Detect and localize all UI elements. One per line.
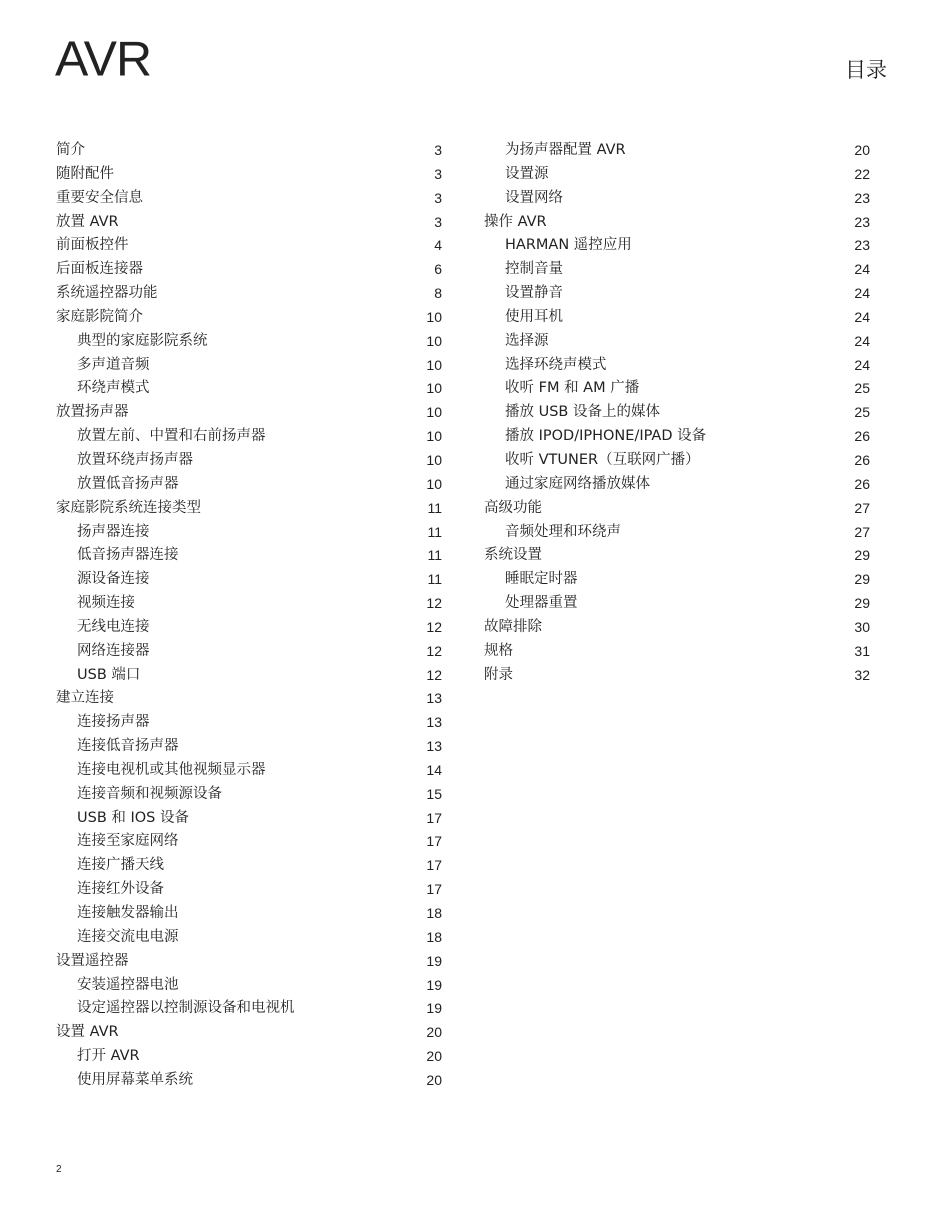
toc-entry-page: 3 (434, 213, 442, 230)
toc-subentry[interactable] (56, 640, 442, 664)
toc-entry-title: 处理器重置 (505, 595, 578, 612)
toc-subentry[interactable] (56, 783, 442, 807)
toc-entry-title: 附录 (484, 666, 513, 683)
toc-entry-page: 32 (854, 666, 870, 683)
toc-entry-title: 打开 AVR (77, 1048, 140, 1065)
toc-subentry[interactable] (56, 664, 442, 688)
toc-entry-page: 24 (854, 261, 870, 278)
toc-entry-page: 27 (854, 499, 870, 516)
toc-subentry[interactable] (484, 258, 870, 282)
toc-entry-title: 连接低音扬声器 (77, 738, 179, 755)
toc-subentry[interactable] (56, 330, 442, 354)
toc-entry-title: 简介 (56, 142, 85, 158)
toc-entry-page: 26 (854, 475, 870, 492)
toc-entry-title: 后面板连接器 (56, 261, 143, 278)
toc-entry-title: USB 和 IOS 设备 (77, 809, 189, 826)
toc-entry-title: 安装遥控器电池 (77, 976, 179, 993)
toc-entry[interactable] (56, 139, 442, 163)
toc-subentry[interactable] (56, 854, 442, 878)
toc-entry-page: 12 (426, 618, 442, 635)
toc-entry-title: 使用屏幕菜单系统 (77, 1071, 193, 1088)
toc-subentry[interactable] (484, 401, 870, 425)
toc-entry-page: 10 (426, 428, 442, 445)
toc-entry-title: 连接电视机或其他视频显示器 (77, 761, 266, 778)
toc-entry[interactable] (484, 544, 870, 568)
toc-subentry[interactable] (484, 234, 870, 258)
toc-entry-title: 连接扬声器 (77, 714, 150, 731)
toc-entry-title: 设置遥控器 (56, 952, 129, 969)
toc-entry-page: 6 (434, 261, 442, 278)
toc-entry-title: 重要安全信息 (56, 189, 143, 206)
page-title: 目录 (845, 58, 887, 82)
toc-entry-title: 典型的家庭影院系统 (77, 332, 208, 349)
toc-subentry[interactable] (56, 425, 442, 449)
toc-subentry[interactable] (484, 521, 870, 545)
toc-entry[interactable] (484, 640, 870, 664)
toc-entry[interactable] (56, 306, 442, 330)
toc-entry-page: 3 (434, 189, 442, 206)
toc-subentry[interactable] (56, 711, 442, 735)
toc-entry-title: 设置源 (505, 165, 549, 182)
toc-entry-page: 20 (426, 1071, 442, 1088)
toc-entry-page: 17 (426, 833, 442, 850)
toc-entry-page: 8 (434, 285, 442, 302)
toc-entry[interactable] (56, 401, 442, 425)
toc-entry-title: 选择源 (505, 332, 549, 349)
toc-entry-page: 3 (434, 142, 442, 158)
toc-entry-page: 30 (854, 618, 870, 635)
toc-entry[interactable] (56, 234, 442, 258)
toc-entry-title: 连接红外设备 (77, 881, 164, 898)
toc-entry[interactable] (56, 1021, 442, 1045)
toc-entry-page: 10 (426, 404, 442, 421)
toc-entry-page: 25 (854, 380, 870, 397)
toc-entry-title: 使用耳机 (505, 308, 563, 325)
toc-entry-page: 26 (854, 451, 870, 468)
toc-subentry[interactable] (484, 425, 870, 449)
toc-subentry[interactable] (56, 377, 442, 401)
toc-entry-page: 20 (854, 142, 870, 158)
toc-entry-page: 29 (854, 595, 870, 612)
toc-subentry[interactable] (484, 282, 870, 306)
toc-subentry[interactable] (56, 1045, 442, 1069)
toc-entry-title: 系统设置 (484, 547, 542, 564)
toc-entry-title: 源设备连接 (77, 571, 150, 588)
toc-entry-page: 29 (854, 547, 870, 564)
toc-entry-page: 12 (426, 642, 442, 659)
toc-entry-page: 23 (854, 237, 870, 254)
toc-entry-title: 规格 (484, 642, 513, 659)
page-number: 2 (56, 1164, 62, 1175)
toc-column-right (484, 139, 870, 687)
toc-entry-title: 睡眠定时器 (505, 571, 578, 588)
toc-subentry[interactable] (484, 377, 870, 401)
toc-entry-title: 环绕声模式 (77, 380, 150, 397)
toc-entry-page: 24 (854, 332, 870, 349)
toc-entry-title: USB 端口 (77, 666, 141, 683)
toc-entry-title: 故障排除 (484, 618, 542, 635)
toc-subentry[interactable] (56, 830, 442, 854)
toc-entry-page: 19 (426, 976, 442, 993)
toc-entry-title: 建立连接 (56, 690, 114, 707)
toc-entry-title: 视频连接 (77, 595, 135, 612)
toc-subentry[interactable] (56, 544, 442, 568)
toc-entry-title: 连接广播天线 (77, 857, 164, 874)
toc-entry-title: 放置低音扬声器 (77, 475, 179, 492)
toc-entry-title: 设置 AVR (56, 1024, 119, 1041)
toc-column-left (56, 139, 442, 1093)
toc-entry-title: 选择环绕声模式 (505, 356, 607, 373)
toc-entry-page: 18 (426, 928, 442, 945)
toc-entry-page: 12 (426, 666, 442, 683)
toc-entry-page: 12 (426, 595, 442, 612)
toc-subentry[interactable] (484, 187, 870, 211)
toc-entry-title: 家庭影院系统连接类型 (56, 499, 201, 516)
toc-entry-page: 10 (426, 308, 442, 325)
toc-entry-page: 19 (426, 1000, 442, 1017)
toc-entry-title: 放置 AVR (56, 213, 119, 230)
toc-subentry[interactable] (56, 902, 442, 926)
toc-entry-page: 18 (426, 905, 442, 921)
toc-entry-page: 11 (427, 523, 442, 540)
toc-entry-title: 通过家庭网络播放媒体 (505, 475, 650, 492)
toc-entry[interactable] (484, 211, 870, 235)
toc-subentry[interactable] (484, 473, 870, 497)
toc-subentry[interactable] (484, 354, 870, 378)
toc-entry-page: 17 (426, 857, 442, 874)
toc-subentry[interactable] (56, 592, 442, 616)
toc-entry-title: 连接至家庭网络 (77, 833, 179, 850)
toc-entry-title: 放置环绕声扬声器 (77, 451, 193, 468)
toc-entry-title: 扬声器连接 (77, 523, 150, 540)
toc-entry-page: 20 (426, 1024, 442, 1041)
toc-entry[interactable] (484, 497, 870, 521)
toc-entry-page: 15 (426, 785, 442, 802)
toc-entry-title: 低音扬声器连接 (77, 547, 179, 564)
toc-subentry[interactable] (56, 807, 442, 831)
toc-entry-page: 23 (854, 213, 870, 230)
toc-subentry[interactable] (56, 878, 442, 902)
toc-entry-page: 17 (426, 881, 442, 898)
toc-entry[interactable] (56, 187, 442, 211)
toc-entry-title: 网络连接器 (77, 642, 150, 659)
toc-entry[interactable] (484, 664, 870, 688)
toc-entry-page: 13 (426, 738, 442, 755)
toc-entry[interactable] (484, 616, 870, 640)
toc-entry-title: 家庭影院简介 (56, 308, 143, 325)
toc-entry[interactable] (56, 163, 442, 187)
toc-subentry[interactable] (56, 568, 442, 592)
toc-entry-title: 控制音量 (505, 261, 563, 278)
toc-entry-page: 13 (426, 690, 442, 707)
avr-logo: AVR (55, 31, 152, 87)
toc-subentry[interactable] (484, 139, 870, 163)
toc-entry-title: 前面板控件 (56, 237, 129, 254)
toc-entry-page: 24 (854, 308, 870, 325)
toc-subentry[interactable] (56, 449, 442, 473)
toc-entry-page: 29 (854, 571, 870, 588)
toc-subentry[interactable] (56, 521, 442, 545)
toc-entry-page: 24 (854, 356, 870, 373)
toc-entry-title: 收听 FM 和 AM 广播 (505, 380, 640, 397)
toc-subentry[interactable] (484, 306, 870, 330)
toc-entry-page: 10 (426, 451, 442, 468)
toc-entry-page: 19 (426, 952, 442, 969)
toc-entry[interactable] (56, 211, 442, 235)
toc-entry[interactable] (56, 950, 442, 974)
toc-entry-title: 播放 IPOD/IPHONE/IPAD 设备 (505, 428, 707, 445)
toc-subentry[interactable] (56, 354, 442, 378)
toc-subentry[interactable] (484, 449, 870, 473)
toc-subentry[interactable] (56, 926, 442, 950)
toc-entry-page: 14 (426, 761, 442, 778)
toc-entry[interactable] (56, 687, 442, 711)
toc-entry-page: 3 (434, 165, 442, 182)
toc-entry-title: 收听 VTUNER（互联网广播） (505, 451, 700, 468)
toc-entry-title: 设置网络 (505, 189, 563, 206)
toc-entry-page: 22 (854, 165, 870, 182)
toc-entry-title: 播放 USB 设备上的媒体 (505, 404, 660, 421)
toc-entry-title: 放置左前、中置和右前扬声器 (77, 428, 266, 445)
toc-subentry[interactable] (484, 568, 870, 592)
toc-entry-page: 24 (854, 285, 870, 302)
toc-entry-title: 无线电连接 (77, 618, 150, 635)
toc-entry-title: 多声道音频 (77, 356, 150, 373)
toc-subentry[interactable] (56, 473, 442, 497)
toc-entry-page: 10 (426, 332, 442, 349)
toc-entry-title: 设定遥控器以控制源设备和电视机 (77, 1000, 295, 1017)
toc-entry-title: 连接交流电电源 (77, 928, 179, 945)
toc-entry[interactable] (56, 497, 442, 521)
toc-entry-title: 设置静音 (505, 285, 563, 302)
toc-entry[interactable] (56, 282, 442, 306)
toc-entry-page: 10 (426, 380, 442, 397)
toc-entry-title: 系统遥控器功能 (56, 285, 158, 302)
toc-entry-page: 27 (854, 523, 870, 540)
toc-subentry[interactable] (56, 735, 442, 759)
toc-subentry[interactable] (56, 997, 442, 1021)
toc-entry-title: 连接音频和视频源设备 (77, 785, 222, 802)
toc-entry-page: 4 (434, 237, 442, 254)
toc-entry-title: HARMAN 遥控应用 (505, 237, 632, 254)
toc-subentry[interactable] (484, 163, 870, 187)
toc-entry-title: 放置扬声器 (56, 404, 129, 421)
toc-entry-page: 31 (854, 642, 870, 659)
toc-entry-page: 10 (426, 356, 442, 373)
toc-entry[interactable] (56, 258, 442, 282)
toc-entry-title: 操作 AVR (484, 213, 547, 230)
toc-entry-title: 连接触发器输出 (77, 905, 179, 921)
toc-entry-page: 17 (426, 809, 442, 826)
toc-entry-page: 11 (427, 571, 442, 588)
toc-subentry[interactable] (484, 592, 870, 616)
toc-entry-page: 11 (427, 499, 442, 516)
toc-subentry[interactable] (56, 974, 442, 998)
toc-entry-title: 随附配件 (56, 165, 114, 182)
toc-entry-page: 26 (854, 428, 870, 445)
toc-entry-page: 11 (427, 547, 442, 564)
toc-subentry[interactable] (484, 330, 870, 354)
toc-subentry[interactable] (56, 616, 442, 640)
toc-subentry[interactable] (56, 1069, 442, 1093)
toc-entry-title: 为扬声器配置 AVR (505, 142, 626, 158)
toc-entry-page: 23 (854, 189, 870, 206)
toc-entry-title: 高级功能 (484, 499, 542, 516)
toc-entry-page: 10 (426, 475, 442, 492)
toc-entry-title: 音频处理和环绕声 (505, 523, 621, 540)
toc-entry-page: 20 (426, 1048, 442, 1065)
toc-entry-page: 13 (426, 714, 442, 731)
toc-entry-page: 25 (854, 404, 870, 421)
toc-subentry[interactable] (56, 759, 442, 783)
